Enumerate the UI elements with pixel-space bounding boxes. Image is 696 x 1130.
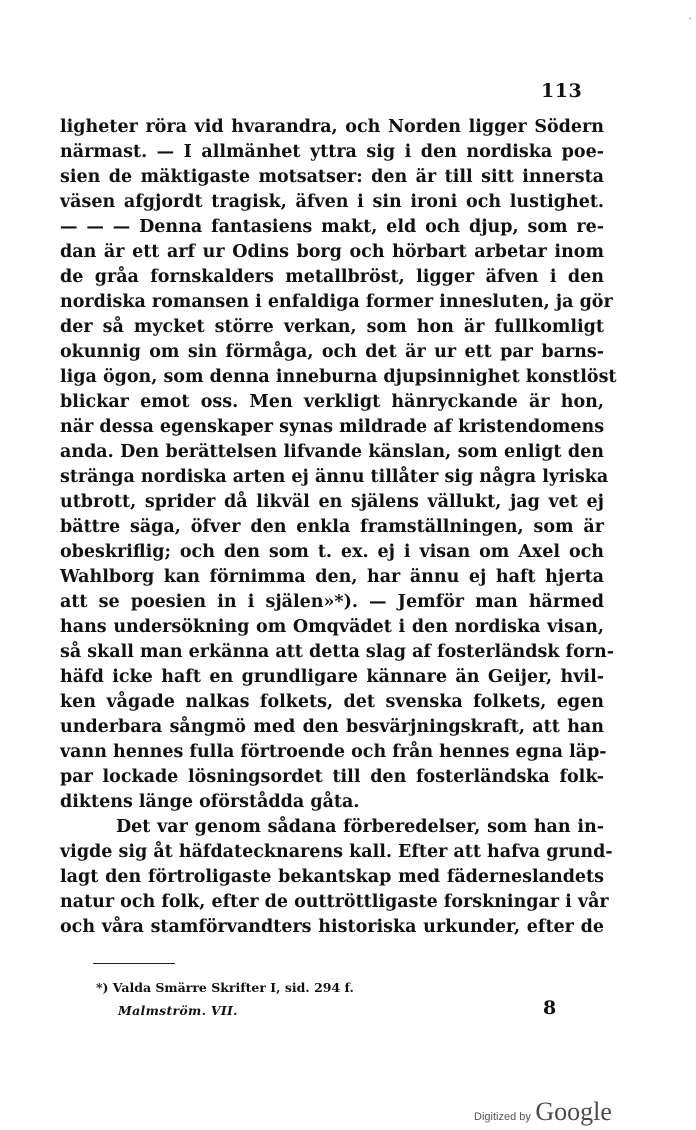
watermark-prefix: Digitized by	[474, 1111, 531, 1123]
page-number: 113	[541, 80, 583, 102]
text-line: lagt den förtroligaste bekantskap med fäderneslandets	[60, 867, 604, 887]
text-line: de gråa fornskalders metallbröst, ligger äfven i den	[60, 267, 604, 287]
text-line: dan är ett arf ur Odins borg och hörbart arbetar inom	[60, 242, 604, 262]
text-line: vigde sig åt häfdatecknarens kall. Efter att hafva grund-	[60, 842, 613, 862]
text-line: blickar emot oss. Men verkligt hänryckande är hon,	[60, 392, 604, 412]
text-line: ken vågade nalkas folkets, det svenska folkets, egen	[60, 692, 604, 712]
paragraph-end-line: diktens länge oförstådda gåta.	[60, 792, 360, 812]
footnote: *) Valda Smärre Skrifter I, sid. 294 f.	[96, 980, 354, 995]
text-line: när dessa egenskaper synas mildrade af kristendomens	[60, 417, 605, 437]
footnote-divider	[93, 963, 175, 964]
corner-mark: ´	[687, 18, 692, 29]
text-line: — — — Denna fantasiens makt, eld och djup, som re-	[60, 217, 604, 237]
signature-mark: Malmström. VII.	[118, 1003, 238, 1018]
text-line: par lockade lösningsordet till den fosterländska folk-	[60, 767, 604, 787]
text-line: obeskriflig; och den som t. ex. ej i visan om Axel och	[60, 542, 604, 562]
text-line: stränga nordiska arten ej ännu tillåter sig några lyriska	[60, 467, 609, 487]
signature-number: 8	[543, 997, 557, 1019]
text-line: utbrott, sprider då likväl en själens vällukt, jag vet ej	[60, 492, 604, 512]
text-line: väsen afgjordt tragisk, äfven i sin ironi och lustighet.	[60, 192, 604, 212]
body-text	[60, 115, 617, 940]
digitized-watermark	[474, 1097, 612, 1127]
text-line: bättre säga, öfver den enkla framställningen, som är	[60, 517, 604, 537]
text-line: anda. Den berättelsen lifvande känslan, som enligt den	[60, 442, 604, 462]
text-line: häfd icke haft en grundligare kännare än Geijer, hvil-	[60, 667, 604, 687]
text-line: nordiska romansen i enfaldiga former innesluten, ja gör	[60, 292, 613, 312]
text-line: hans undersökning om Omqvädet i den nordiska visan,	[60, 617, 604, 637]
text-line: ligheter röra vid hvarandra, och Norden ligger Södern	[60, 117, 604, 137]
text-line: så skall man erkänna att detta slag af fosterländsk forn-	[60, 642, 614, 662]
text-line: okunnig om sin förmåga, och det är ur ett par barns-	[60, 342, 604, 362]
text-line: att se poesien in i själen»*). — Jemför man härmed	[60, 592, 604, 612]
text-line: underbara sångmö med den besvärjningskraft, att han	[60, 717, 604, 737]
text-line: der så mycket större verkan, som hon är fullkomligt	[60, 317, 604, 337]
text-line: närmast. — I allmänhet yttra sig i den nordiska poe-	[60, 142, 604, 162]
text-line: vann hennes fulla förtroende och från hennes egna läp-	[60, 742, 607, 762]
text-line: sien de mäktigaste motsatser: den är till sitt innersta	[60, 167, 604, 187]
watermark-brand: Google	[535, 1097, 612, 1126]
text-line: natur och folk, efter de outtröttligaste forskningar i vår	[60, 892, 609, 912]
text-line: och våra stamförvandters historiska urkunder, efter de	[60, 917, 604, 937]
text-line: liga ögon, som denna inneburna djupsinnighet konstlöst	[60, 367, 617, 387]
text-line: Wahlborg kan förnimma den, har ännu ej haft hjerta	[60, 567, 604, 587]
paragraph-start-line: Det var genom sådana förberedelser, som han in-	[116, 817, 604, 837]
